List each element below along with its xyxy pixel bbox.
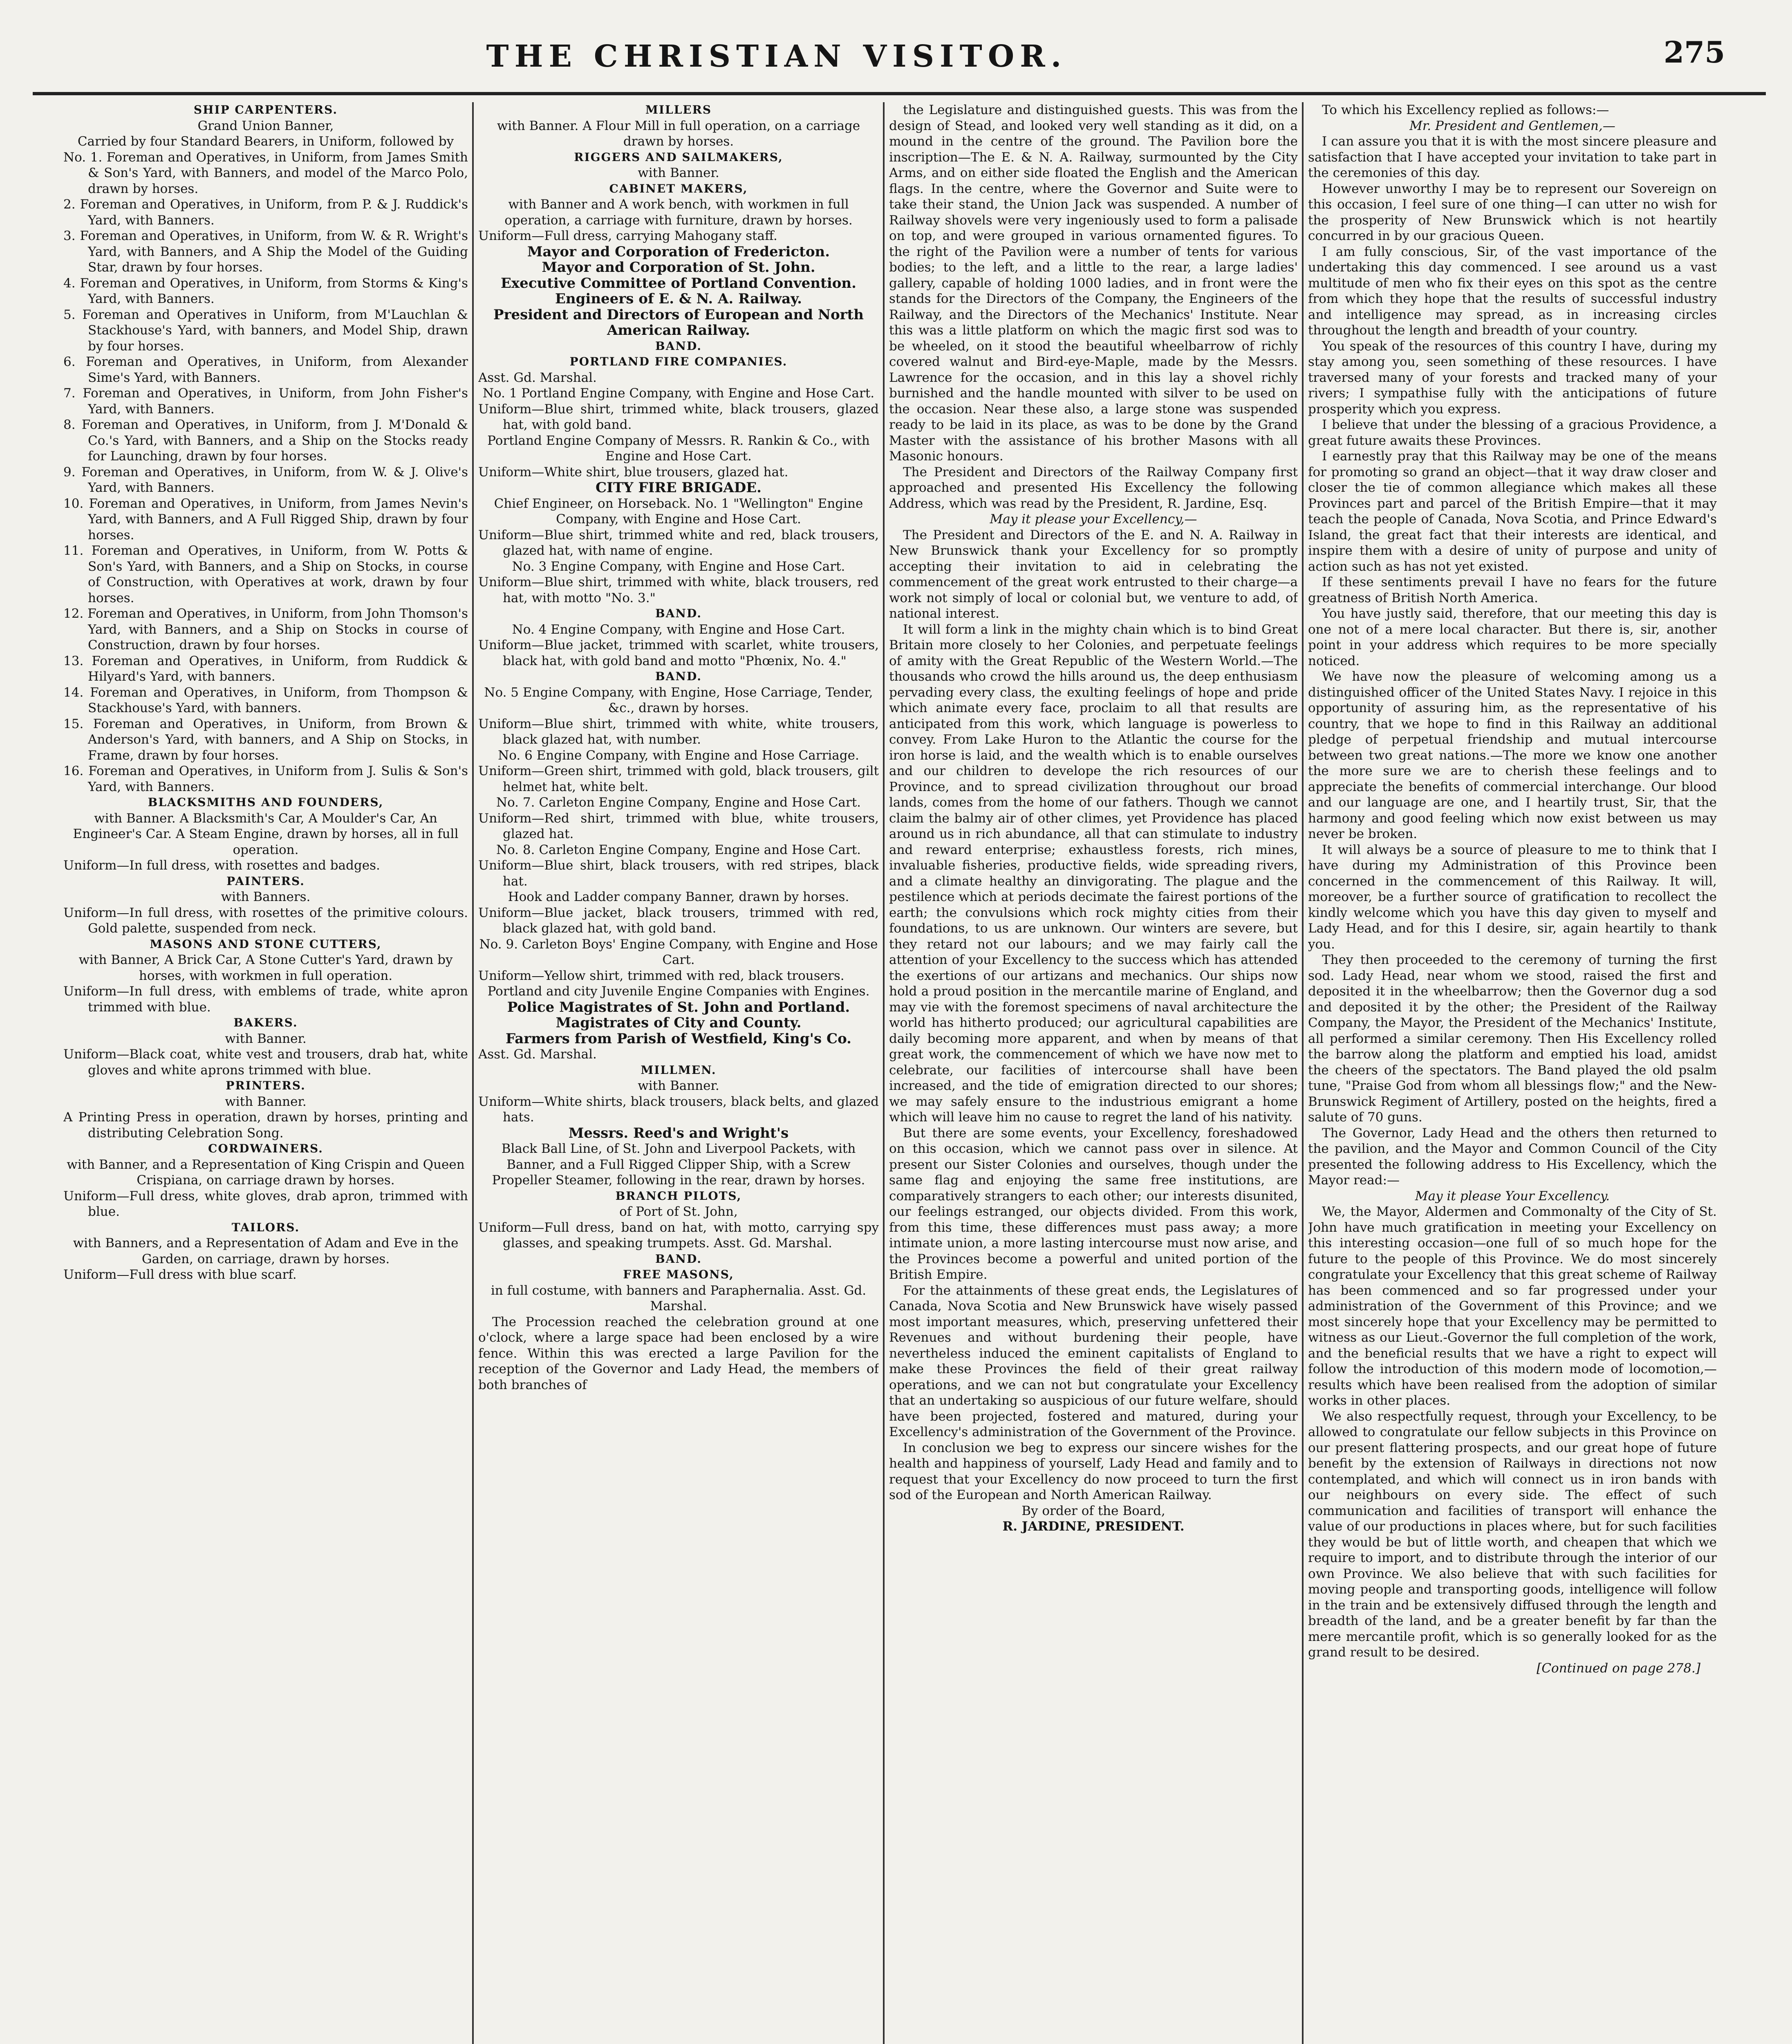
col2-paragraph: President and Directors of European and North American Railway. (493, 306, 864, 338)
col4-paragraph: We, the Mayor, Aldermen and Commonalty of the City of St. John have much gratification in meeting your Excellency on this interesting occasion—one full of so much hope for the future to the people of this Province. We do most sincerely congratulate your Excellency that this great scheme of Railway has been commenced and so far progressed under your administration of the Government of this Province; and we most sincerely hope that your Excellency may be permitted to witness as our Lieut.-Governor the full completion of the work, and the beneficial results that we have a right to expect will follow the introduction of this modern mode of locomotion,—results which have been realised from the adoption of similar works in other places. (1308, 1204, 1717, 1408)
col2-paragraph: Uniform—Blue shirt, trimmed white, black trousers, glazed hat, with gold band. (478, 401, 879, 432)
col2-paragraph: Mayor and Corporation of Fredericton. (527, 243, 830, 260)
col3-paragraph: R. JARDINE, PRESIDENT. (1002, 1519, 1185, 1534)
col3-paragraph: May it please your Excellency,— (990, 512, 1197, 527)
col1-paragraph: No. 1. Foreman and Operatives, in Uniform, from James Smith & Son's Yard, with Banners, and model of the Marco Polo, drawn by horses. (63, 150, 468, 196)
col3-paragraph: The President and Directors of the E. and N. A. Railway in New Brunswick thank your Excellency for so promptly accepting their invitation to aid in celebrating the commencement of the great work entrusted to their charge—a work not simply of local or colonial but, we venture to add, of national interest. (889, 527, 1298, 621)
col2-paragraph: Hook and Ladder company Banner, drawn by horses. (508, 890, 849, 904)
col3-paragraph: For the attainments of these great ends, the Legislatures of Canada, Nova Scotia and New Brunswick have wisely passed most important measures, which, preserving unfettered their Revenues and without burdening their people, have nevertheless induced the eminent capitalists of England to make these Provinces the field of their great railway operations, and we can not but congratulate your Excellency that an undertaking so auspicious of our future welfare, should have been projected, fostered and matured, during your Excellency's administration of the Government of the Province. (889, 1283, 1298, 1439)
col4-paragraph: However unworthy I may be to represent our Sovereign on this occasion, I feel sure of one thing—I can utter no wish for the prosperity of New Brunswick which is not heartily concurred in by our gracious Queen. (1308, 181, 1717, 243)
col1-paragraph: with Banner, A Brick Car, A Stone Cutter's Yard, drawn by horses, with workmen in full operation. (78, 953, 453, 983)
col2-paragraph: No. 8. Carleton Engine Company, Engine and Hose Cart. (496, 842, 861, 857)
col2-paragraph: Uniform—Full dress, carrying Mahogany staff. (478, 229, 777, 243)
col1-paragraph: 9. Foreman and Operatives, in Uniform, from W. & J. Olive's Yard, with Banners. (63, 464, 468, 495)
col2-paragraph: Uniform—Yellow shirt, trimmed with red, black trousers. (478, 968, 844, 983)
col1-paragraph: Uniform—Full dress with blue scarf. (63, 1267, 297, 1282)
col4-paragraph: You have justly said, therefore, that our meeting this day is one not of a mere local character. But there is, sir, another point in your address which requires to be more specially noticed. (1308, 606, 1717, 668)
col2-paragraph: No. 5 Engine Company, with Engine, Hose Carriage, Tender, &c., drawn by horses. (484, 685, 873, 715)
col2-paragraph: with Banner. (638, 1078, 719, 1093)
col1-paragraph: Uniform—Black coat, white vest and trousers, drab hat, white gloves and white aprons trimmed with blue. (63, 1047, 468, 1078)
col2-paragraph: Mayor and Corporation of St. John. (542, 259, 815, 276)
col2-paragraph: BAND. (655, 607, 702, 620)
column-divider (1302, 102, 1304, 2044)
col2-paragraph: Uniform—Blue shirt, black trousers, with red stripes, black hat. (478, 858, 879, 889)
col1-paragraph: BLACKSMITHS AND FOUNDERS, (148, 796, 384, 809)
column-divider (472, 102, 474, 2044)
col4-paragraph: It will always be a source of pleasure to me to think that I have during my Administration of this Province been concerned in the commencement of this Railway. It will, moreover, be a further source of gratification to recollect the kindly welcome which you have this day given to myself and Lady Head, and for this I desire, sir, again heartily to thank you. (1308, 842, 1717, 952)
col1-paragraph: CORDWAINERS. (208, 1142, 323, 1155)
col2-paragraph: No. 3 Engine Company, with Engine and Hose Cart. (512, 559, 845, 574)
col1-paragraph: 16. Foreman and Operatives, in Uniform from J. Sulis & Son's Yard, with Banners. (63, 764, 468, 794)
col1-paragraph: Uniform—In full dress, with rosettes of the primitive colours. Gold palette, suspended from neck. (63, 905, 468, 936)
col1-paragraph: 4. Foreman and Operatives, in Uniform, from Storms & King's Yard, with Banners. (63, 276, 468, 306)
col4-paragraph: May it please Your Excellency. (1415, 1188, 1610, 1204)
col2-paragraph: No. 9. Carleton Boys' Engine Company, with Engine and Hose Cart. (479, 937, 878, 967)
col3-paragraph: But there are some events, your Excellency, foreshadowed on this occasion, which we cannot pass over in silence. At present our Sister Colonies and ourselves, though under the same flag and enjoying the same free institutions, are comparatively strangers to each other; our interests disunited, our feelings estranged, our objects divided. From this work, from this time, these differences must pass away; a more intimate union, a more lasting intercourse must now arise, and the Provinces become a powerful and united portion of the British Empire. (889, 1125, 1298, 1282)
col2-paragraph: The Procession reached the celebration ground at one o'clock, where a large space had been enclosed by a wire fence. Within this was erected a large Pavilion for the reception of the Governor and Lady Head, the members of both branches of (478, 1314, 879, 1392)
col1-paragraph: Uniform—In full dress, with rosettes and badges. (63, 858, 380, 873)
col2-paragraph: BAND. (655, 670, 702, 683)
col2-paragraph: Chief Engineer, on Horseback. No. 1 "Wellington" Engine Company, with Engine and Hose Cart. (494, 496, 863, 527)
col2-paragraph: with Banner. A Flour Mill in full operation, on a carriage drawn by horses. (497, 118, 860, 149)
col2-paragraph: Uniform—Blue shirt, trimmed with white, black trousers, red hat, with motto "No. 3." (478, 575, 879, 605)
col1-paragraph: 10. Foreman and Operatives, in Uniform, from James Nevin's Yard, with Banners, and A Full Rigged Ship, drawn by four horses. (63, 496, 468, 542)
col2-paragraph: No. 1 Portland Engine Company, with Engine and Hose Cart. (482, 386, 875, 401)
col1-paragraph: 13. Foreman and Operatives, in Uniform, from Ruddick & Hilyard's Yard, with banners. (63, 653, 468, 684)
col3-paragraph: the Legislature and distinguished guests. This was from the design of Stead, and looked very well standing as it did, on a mound in the centre of the ground. The Pavilion bore the inscription—The E. & N. A. Railway, surmounted by the City Arms, and on either side floated the English and the American flags. In the centre, where the Governor and Suite were to take their stand, the Union Jack was suspended. A number of Railway shovels were very ingeniously used to form a palisade on top, and were grouped in various ornamented figures. To the right of the Pavilion were a number of tents for various bodies; to the left, and a little to the rear, a large ladies' gallery, capable of holding 1000 ladies, and in front were the stands for the Directors of the Company, the Engineers of the Railway, and the Directors of the Mechanics' Institute. Near this was a little platform on which the magic first sod was to be wheeled, on it stood the beautiful wheelbarrow of richly covered walnut and Bird-eye-Maple, made by the Messrs. Lawrence for the occasion, and in this lay a shovel richly burnished and the handle mounted with silver to be used on the occasion. Near these also, a large stone was suspended ready to be laid in its place, as was to be done by the Grand Master with the assistance of his brother Masons with all Masonic honours. (889, 103, 1298, 464)
col2-paragraph: in full costume, with banners and Paraphernalia. Asst. Gd. Marshal. (491, 1283, 867, 1313)
col2-paragraph: BAND. (655, 339, 702, 353)
col1-paragraph: BAKERS. (233, 1016, 298, 1029)
col1-paragraph: 14. Foreman and Operatives, in Uniform, from Thompson & Stackhouse's Yard, with banners. (63, 685, 468, 715)
col2-paragraph: with Banner. (638, 166, 719, 180)
col4-paragraph: We have now the pleasure of welcoming among us a distinguished officer of the United States Navy. I rejoice in this opportunity of assuring him, as the representative of his country, that we hope to find in this Railway an additional pledge of perpetual friendship and mutual intercourse between two great nations.—The more we know one another the more sure we are to cherish these feelings and to appreciate the benefits of commercial interchange. Our blood and our language are one, and I heartily trust, Sir, that the harmony and good feeling which now exist between us may never be broken. (1308, 669, 1717, 841)
col2-paragraph: Uniform—White shirts, black trousers, black belts, and glazed hats. (478, 1094, 879, 1125)
col2-paragraph: Messrs. Reed's and Wright's (568, 1125, 789, 1141)
col1-paragraph: with Banner. (225, 1094, 307, 1109)
col1-paragraph: 12. Foreman and Operatives, in Uniform, from John Thomson's Yard, with Banners, and a Ship on Stocks in course of Construction, drawn by four horses. (63, 606, 468, 652)
col4-paragraph: [Continued on page 278.] (1537, 1661, 1700, 1676)
col2-paragraph: Uniform—Blue shirt, trimmed with white, white trousers, black glazed hat, with number. (478, 716, 879, 747)
col1-paragraph: MASONS AND STONE CUTTERS, (150, 937, 382, 951)
masthead-title: THE CHRISTIAN VISITOR. (486, 39, 1067, 74)
column-excellency-reply (1308, 102, 1717, 2044)
col2-paragraph: MILLERS (645, 103, 712, 117)
col1-paragraph: A Printing Press in operation, drawn by horses, printing and distributing Celebration Song. (63, 1110, 468, 1141)
col2-paragraph: BAND. (655, 1252, 702, 1266)
col2-paragraph: CITY FIRE BRIGADE. (596, 480, 762, 496)
column-railway-address (889, 102, 1298, 2044)
col1-paragraph: 3. Foreman and Operatives, in Uniform, from W. & R. Wright's Yard, with Banners, and A Ship the Model of the Guiding Star, drawn by four horses. (63, 229, 468, 275)
col1-paragraph: 11. Foreman and Operatives, in Uniform, from W. Potts & Son's Yard, with Banners, and a Ship on Stocks, in course of Construction, with Operatives at work, drawn by four horses. (63, 543, 468, 605)
col2-paragraph: Portland Engine Company of Messrs. R. Rankin & Co., with Engine and Hose Cart. (487, 433, 870, 464)
col1-paragraph: PAINTERS. (226, 874, 305, 888)
col2-paragraph: FREE MASONS, (623, 1268, 734, 1281)
col2-paragraph: Asst. Gd. Marshal. (478, 370, 597, 385)
column-procession-companies (478, 102, 879, 2044)
col1-paragraph: with Banner, and a Representation of King Crispin and Queen Crispiana, on carriage drawn by horses. (67, 1157, 465, 1188)
col1-paragraph: 5. Foreman and Operatives in Uniform, from M'Lauchlan & Stackhouse's Yard, with banners, and Model Ship, drawn by four horses. (63, 307, 468, 354)
col2-paragraph: Black Ball Line, of St. John and Liverpool Packets, with Banner, and a Full Rigged Clipper Ship, with a Screw Propeller Steamer, following in the rear, drawn by horses. (492, 1141, 865, 1188)
col2-paragraph: Asst. Gd. Marshal. (478, 1047, 597, 1062)
col1-paragraph: Grand Union Banner, (197, 118, 334, 133)
col2-paragraph: Uniform—Green shirt, trimmed with gold, black trousers, gilt helmet hat, white belt. (478, 764, 879, 794)
col4-paragraph: I earnestly pray that this Railway may be one of the means for promoting so grand an object—that it way draw closer and closer the tie of common allegiance which makes all these Provinces part and parcel of the British Empire—that it may teach the people of Canada, Nova Scotia, and Prince Edward's Island, the great fact that their interests are identical, and inspire them with a desire of unity of purpose and unity of action such as has not yet existed. (1308, 449, 1717, 574)
col2-paragraph: Portland and city Juvenile Engine Companies with Engines. (487, 984, 870, 999)
col4-paragraph: To which his Excellency replied as follows:— (1322, 103, 1609, 117)
col1-paragraph: Uniform—Full dress, white gloves, drab apron, trimmed with blue. (63, 1188, 468, 1219)
column-divider (883, 102, 885, 2044)
col1-paragraph: 8. Foreman and Operatives, in Uniform, from J. M'Donald & Co.'s Yard, with Banners, and a Ship on the Stocks ready for Launching, drawn by four horses. (63, 417, 468, 464)
col2-paragraph: Uniform—Red shirt, trimmed with blue, white trousers, glazed hat. (478, 811, 879, 841)
col2-paragraph: with Banner and A work bench, with workmen in full operation, a carriage with furniture, drawn by horses. (504, 197, 853, 228)
col2-paragraph: Uniform—White shirt, blue trousers, glazed hat. (478, 464, 788, 480)
col2-paragraph: Magistrates of City and County. (556, 1015, 802, 1031)
col1-paragraph: with Banner. A Blacksmith's Car, A Moulder's Car, An Engineer's Car. A Steam Engine, drawn by horses, all in full operation. (73, 811, 459, 857)
col2-paragraph: BRANCH PILOTS, (615, 1189, 742, 1203)
col3-paragraph: By order of the Board, (1021, 1503, 1165, 1518)
col1-paragraph: SHIP CARPENTERS. (193, 103, 338, 117)
col4-paragraph: You speak of the resources of this country I have, during my stay among you, seen something of these resources. I have traversed many of your forests and tracked many of your rivers; I sympathise fully with the anticipations of future prosperity which you express. (1308, 338, 1717, 417)
col2-paragraph: PORTLAND FIRE COMPANIES. (569, 355, 788, 368)
col3-paragraph: It will form a link in the mighty chain which is to bind Great Britain more closely to her Colonies, and perpetuate feelings of amity with the Great Republic of the Western World.—The thousands who crowd the hills around us, the deep enthusiasm pervading every class, the exulting feelings of hope and pride which animate every face, proclaim to all that results are anticipated from this work, which language is powerless to convey. From Lake Huron to the Atlantic the course for the iron horse is laid, and the wealth which is to enable ourselves and our children to develope the rich resources of our Province, and to spread civilization throughout our broad lands, comes from the home of our fathers. Though we cannot claim the balmy air of other climes, yet Providence has placed around us in rich abundance, all that can stimulate to industry and reward enterprise; exhaustless forests, rich mines, invaluable fisheries, productive fields, wide spreading rivers, and a climate healthy an dinvigorating. The plague and the pestilence which at periods decimate the fairest portions of the earth; the convulsions which rock mighty cities from their foundations, to us are unknown. Our winters are severe, but they retard not our labours; and we may fairly call the attention of your Excellency to the success which has attended the exertions of our artizans and mechanics. Our ships now hold a proud position in the mercantile marine of England, and may vie with the foremost specimens of naval architecture the world has hitherto produced; our agricultural capabilities are daily becoming more apparent, and when by means of that great work, the commencement of which we have now met to celebrate, our facilities of intercourse shall have been increased, and the tide of emigration directed to our shores; we may safely ensure to the industrious emigrant a home which will leave him no cause to regret the land of his nativity. (889, 622, 1298, 1125)
col1-paragraph: with Banners, and a Representation of Adam and Eve in the Garden, on carriage, drawn by horses. (73, 1236, 459, 1266)
col2-paragraph: Executive Committee of Portland Convention. (501, 275, 856, 291)
col2-paragraph: Uniform—Blue jacket, trimmed with scarlet, white trousers, black hat, with gold band and motto "Phœnix, No. 4." (478, 638, 879, 668)
col2-paragraph: No. 4 Engine Company, with Engine and Hose Cart. (512, 622, 845, 637)
col2-paragraph: Police Magistrates of St. John and Portland. (507, 999, 850, 1015)
col2-paragraph: MILLMEN. (641, 1063, 717, 1077)
col4-paragraph: The Governor, Lady Head and the others then returned to the pavilion, and the Mayor and Common Council of the City presented the following address to His Excellency, which the Mayor read:— (1308, 1125, 1717, 1188)
col2-paragraph: Uniform—Blue jacket, black trousers, trimmed with red, black glazed hat, with gold band. (478, 905, 879, 936)
col1-paragraph: with Banner. (225, 1031, 307, 1046)
col1-paragraph: 15. Foreman and Operatives, in Uniform, from Brown & Anderson's Yard, with banners, and A Ship on Stocks, in Frame, drawn by four horses. (63, 716, 468, 763)
col2-paragraph: No. 6 Engine Company, with Engine and Hose Carriage. (498, 748, 859, 763)
col2-paragraph: Farmers from Parish of Westfield, King's Co. (505, 1030, 852, 1047)
col4-paragraph: We also respectfully request, through your Excellency, to be allowed to congratulate our fellow subjects in this Province on our present flattering prospects, and our great hope of future benefit by the extension of Railways in directions not now contemplated, and which will connect us in iron bands with our neighbours on every side. The effect of such communication and facilities of transport will enhance the value of our productions in places where, but for such facilities they would be but of little worth, and cheapen that which we require to import, and to distribute through the interior of our own Province. We also believe that with such facilities for moving people and transporting goods, intelligence will follow in the train and be extensively diffused through the length and breadth of the land, and be a greater benefit by far than the mere mercantile profit, which is so generally looked for as the grand result to be desired. (1308, 1409, 1717, 1660)
col4-paragraph: I am fully conscious, Sir, of the vast importance of the undertaking this day commenced. I see around us a vast multitude of men who fix their eyes on this spot as the centre from which they hope that the results of successful industry and intelligence may spread, as in increasing circles throughout the length and breadth of your country. (1308, 244, 1717, 338)
col1-paragraph: with Banners. (221, 890, 311, 904)
header-rule (33, 92, 1766, 95)
page-number: 275 (1664, 35, 1725, 69)
col4-paragraph: I believe that under the blessing of a gracious Providence, a great future awaits these Provinces. (1308, 417, 1717, 448)
col2-paragraph: Engineers of E. & N. A. Railway. (555, 291, 802, 307)
col2-paragraph: No. 7. Carleton Engine Company, Engine and Hose Cart. (496, 795, 861, 810)
col4-paragraph: If these sentiments prevail I have no fears for the future greatness of British North America. (1308, 575, 1717, 605)
col1-paragraph: Uniform—In full dress, with emblems of trade, white apron trimmed with blue. (63, 984, 468, 1015)
col2-paragraph: Uniform—Blue shirt, trimmed white and red, black trousers, glazed hat, with name of engine. (478, 527, 879, 558)
col1-paragraph: 7. Foreman and Operatives, in Uniform, from John Fisher's Yard, with Banners. (63, 386, 468, 417)
column-procession-trades (63, 102, 468, 2044)
col4-paragraph: Mr. President and Gentlemen,— (1409, 118, 1615, 133)
col4-paragraph: I can assure you that it is with the most sincere pleasure and satisfaction that I have accepted your invitation to take part in the ceremonies of this day. (1308, 134, 1717, 180)
col3-paragraph: The President and Directors of the Railway Company first approached and presented His Excellency the following Address, which was read by the President, R. Jardine, Esq. (889, 464, 1298, 511)
col2-paragraph: Uniform—Full dress, band on hat, with motto, carrying spy glasses, and speaking trumpets. Asst. Gd. Marshal. (478, 1220, 879, 1251)
col1-paragraph: TAILORS. (231, 1220, 300, 1234)
col3-paragraph: In conclusion we beg to express our sincere wishes for the health and happiness of yourself, Lady Head and family and to request that your Excellency do now proceed to turn the first sod of the European and North American Railway. (889, 1440, 1298, 1502)
col1-paragraph: 6. Foreman and Operatives, in Uniform, from Alexander Sime's Yard, with Banners. (63, 354, 468, 385)
col4-paragraph: They then proceeded to the ceremony of turning the first sod. Lady Head, near whom we stood, raised the first and deposited it in the wheelbarrow; then the Governor dug a sod and deposited it by the other; the President of the Railway Company, the Mayor, the President of the Mechanics' Institute, all performed a similar ceremony. Then His Excellency rolled the barrow along the platform and emptied his load, amidst the cheers of the spectators. The Band played the old psalm tune, "Praise God from whom all blessings flow;" and the New-Brunswick Regiment of Artillery, posted on the heights, fired a salute of 70 guns. (1308, 953, 1717, 1125)
col2-paragraph: of Port of St. John, (619, 1204, 738, 1219)
col1-paragraph: Carried by four Standard Bearers, in Uniform, followed by (77, 134, 454, 149)
col2-paragraph: CABINET MAKERS, (609, 182, 748, 195)
col1-paragraph: PRINTERS. (226, 1079, 306, 1092)
col2-paragraph: RIGGERS AND SAILMAKERS, (574, 150, 783, 164)
col1-paragraph: 2. Foreman and Operatives, in Uniform, from P. & J. Ruddick's Yard, with Banners. (63, 197, 468, 228)
